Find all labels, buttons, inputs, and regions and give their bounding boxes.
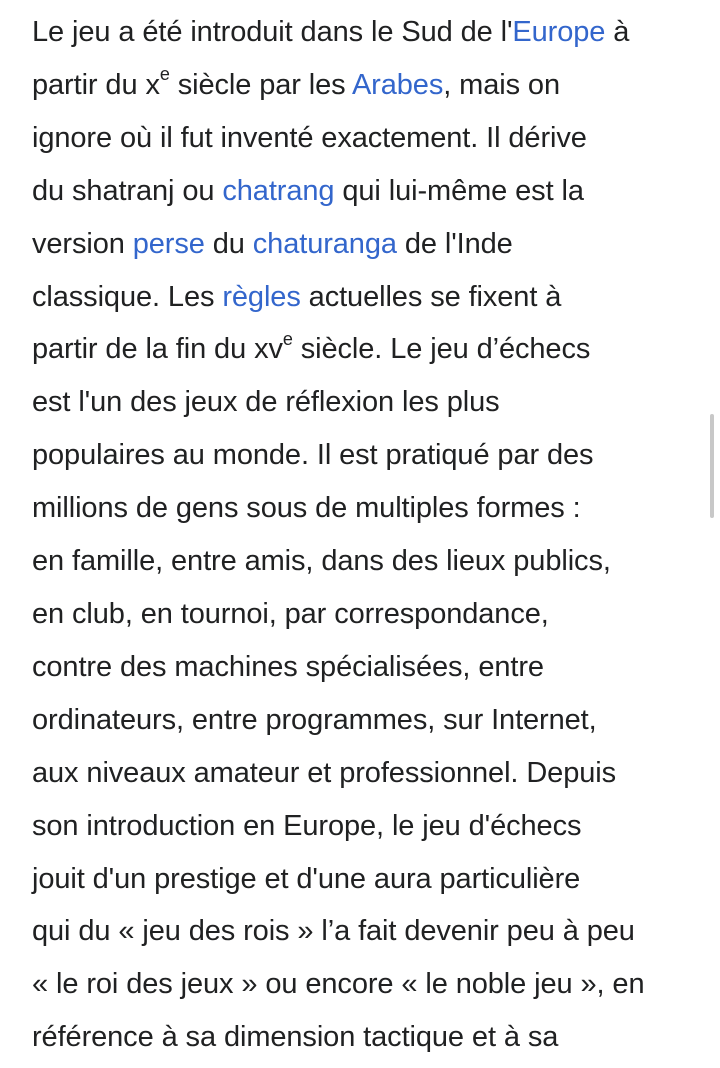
text-run: à <box>605 16 630 48</box>
paragraph-line <box>32 800 692 853</box>
paragraph-line <box>32 535 692 588</box>
paragraph-line <box>32 112 692 165</box>
text-run: ignore où il fut inventé exactement. Il dérive <box>32 121 587 154</box>
paragraph-line <box>32 958 692 1011</box>
text-run: ordinateurs, entre programmes, sur Internet, <box>32 703 597 736</box>
text-run: populaires au monde. Il est pratiqué par des <box>32 439 594 472</box>
ordinal-superscript: e <box>159 64 170 85</box>
text-run: qui du « jeu des rois » l’a fait devenir peu à peu <box>32 915 635 948</box>
text-run: Le jeu a été introduit dans le Sud de l' <box>32 16 513 48</box>
article-link[interactable]: chatrang <box>222 174 335 207</box>
text-run: en club, en tournoi, par correspondance, <box>32 597 549 630</box>
text-run: version <box>32 227 133 260</box>
text-run: aux niveaux amateur et professionnel. Depuis <box>32 756 616 789</box>
text-run: « le roi des jeux » ou encore « le noble jeu », en <box>32 968 645 1001</box>
scroll-indicator[interactable] <box>710 414 714 518</box>
article-link[interactable]: perse <box>132 227 205 260</box>
paragraph-line <box>32 429 692 482</box>
article-link[interactable]: Europe <box>512 16 606 48</box>
text-run: du <box>204 227 253 260</box>
paragraph-line <box>32 323 692 376</box>
text-run: en famille, entre amis, dans des lieux publics, <box>32 545 611 578</box>
text-run: qui lui-même est la <box>334 174 584 207</box>
text-run: de l'Inde <box>396 227 513 260</box>
text-run: son introduction en Europe, le jeu d'échecs <box>32 809 582 842</box>
text-run: siècle par les <box>169 68 352 101</box>
text-run: est l'un des jeux de réflexion les plus <box>32 386 500 419</box>
text-run: partir du x <box>32 68 160 101</box>
text-run: classique. Les <box>32 280 223 313</box>
article-paragraph <box>32 6 692 1064</box>
paragraph-line <box>32 747 692 800</box>
paragraph-line <box>32 482 692 535</box>
paragraph-line <box>32 588 692 641</box>
paragraph-line <box>32 641 692 694</box>
text-run: référence à sa dimension tactique et à sa <box>32 1021 559 1054</box>
article-link[interactable]: règles <box>222 280 301 313</box>
paragraph-line <box>32 905 692 958</box>
paragraph-line <box>32 6 692 59</box>
text-run: millions de gens sous de multiples formes : <box>32 492 581 525</box>
article-body <box>32 6 692 1064</box>
text-run: partir de la fin du xv <box>32 333 283 366</box>
text-run: jouit d'un prestige et d'une aura particulière <box>32 862 581 895</box>
text-run: contre des machines spécialisées, entre <box>32 650 544 683</box>
article-link[interactable]: Arabes <box>351 68 444 101</box>
article-link[interactable]: chaturanga <box>252 227 397 260</box>
paragraph-line <box>32 59 692 112</box>
paragraph-line <box>32 1011 692 1064</box>
paragraph-line <box>32 376 692 429</box>
paragraph-line <box>32 853 692 906</box>
ordinal-superscript: e <box>282 328 293 349</box>
paragraph-line <box>32 694 692 747</box>
text-run: , mais on <box>443 68 560 101</box>
text-run: actuelles se fixent à <box>300 280 562 313</box>
paragraph-line <box>32 218 692 271</box>
paragraph-line <box>32 165 692 218</box>
text-run: siècle. Le jeu d’échecs <box>292 333 591 366</box>
text-run: du shatranj ou <box>32 174 223 207</box>
paragraph-line <box>32 271 692 324</box>
